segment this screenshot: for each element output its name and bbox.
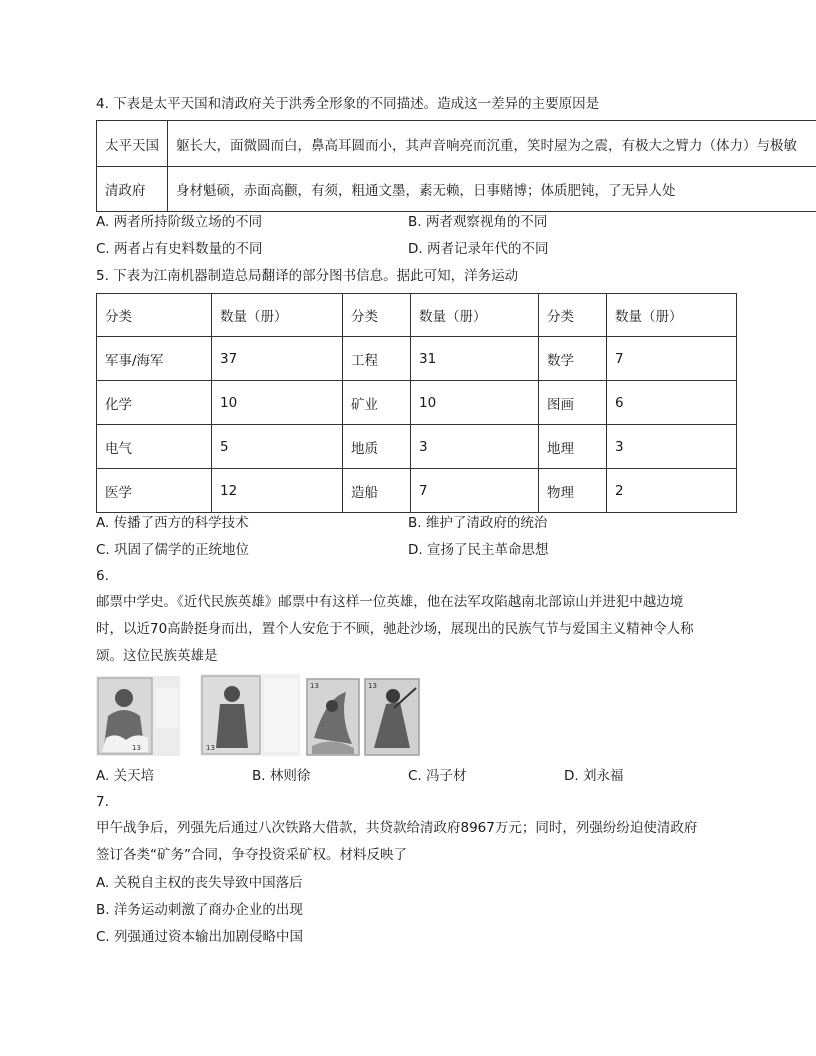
stamp-image-b <box>200 674 300 756</box>
q5-cell: 造船 <box>343 469 411 513</box>
stamp-d-figure <box>364 678 420 756</box>
stamp-b-figure <box>200 674 300 756</box>
q5-stem: 5. 下表为江南机器制造总局翻译的部分图书信息。据此可知，洋务运动 <box>96 268 519 284</box>
q5-header: 数量（册） <box>607 294 737 337</box>
table-row <box>97 337 737 381</box>
q5-table <box>96 293 737 513</box>
stamp-b-value: 13 <box>206 744 215 752</box>
q5-cell: 2 <box>607 469 737 513</box>
stamp-image-c <box>306 678 360 756</box>
q5-cell: 10 <box>212 381 343 425</box>
q5-cell: 3 <box>411 425 539 469</box>
q5-cell: 地理 <box>539 425 607 469</box>
q4-table <box>96 120 816 212</box>
q5-cell: 工程 <box>343 337 411 381</box>
stamp-d-value: 13 <box>368 682 377 690</box>
q5-cell: 数学 <box>539 337 607 381</box>
q6-line: 邮票中学史。《近代民族英雄》邮票中有这样一位英雄，他在法军攻陷越南北部谅山并进犯中越边境 <box>96 594 684 610</box>
table-header-row <box>97 294 737 337</box>
q7-option-c[interactable]: C. 列强通过资本输出加剧侵略中国 <box>96 929 304 945</box>
q5-cell: 电气 <box>97 425 212 469</box>
stamp-c-value: 13 <box>310 682 319 690</box>
q4-row-label: 清政府 <box>97 167 168 212</box>
stamp-image-a <box>96 676 180 756</box>
q4-stem: 4. 下表是太平天国和清政府关于洪秀全形象的不同描述。造成这一差异的主要原因是 <box>96 96 600 112</box>
q5-cell: 12 <box>212 469 343 513</box>
q5-cell: 军事/海军 <box>97 337 212 381</box>
q7-line: 签订各类“矿务”合同，争夺投资采矿权。材料反映了 <box>96 847 407 863</box>
q5-header: 数量（册） <box>212 294 343 337</box>
q5-cell: 7 <box>607 337 737 381</box>
q4-row-label: 太平天国 <box>97 121 168 167</box>
q7-number: 7. <box>96 794 109 810</box>
q6-option-a[interactable]: A. 关天培 <box>96 768 155 784</box>
q7-passage <box>96 815 726 869</box>
q5-option-b[interactable]: B. 维护了清政府的统治 <box>408 515 548 531</box>
q6-option-b[interactable]: B. 林则徐 <box>252 768 311 784</box>
q5-cell: 10 <box>411 381 539 425</box>
q4-option-d[interactable]: D. 两者记录年代的不同 <box>408 241 549 257</box>
table-row <box>97 167 816 212</box>
q5-header: 分类 <box>97 294 212 337</box>
q4-option-b[interactable]: B. 两者观察视角的不同 <box>408 214 548 230</box>
q5-cell: 医学 <box>97 469 212 513</box>
q5-cell: 37 <box>212 337 343 381</box>
q5-cell: 图画 <box>539 381 607 425</box>
q5-option-c[interactable]: C. 巩固了儒学的正统地位 <box>96 542 250 558</box>
stamp-c-figure <box>306 678 360 756</box>
q6-option-c[interactable]: C. 冯子材 <box>408 768 467 784</box>
q5-cell: 化学 <box>97 381 212 425</box>
stamp-a-figure <box>96 676 180 756</box>
q5-cell: 7 <box>411 469 539 513</box>
q6-line: 时，以近70高龄挺身而出，置个人安危于不顾，驰赴沙场，展现出的民族气节与爱国主义精神令人称 <box>96 621 694 637</box>
q5-option-a[interactable]: A. 传播了西方的科学技术 <box>96 515 249 531</box>
q5-cell: 物理 <box>539 469 607 513</box>
q7-line: 甲午战争后，列强先后通过八次铁路大借款，共贷款给清政府8967万元；同时，列强纷纷迫使清政府 <box>96 820 698 836</box>
stamp-image-d <box>364 678 420 756</box>
q5-cell: 3 <box>607 425 737 469</box>
q7-option-b[interactable]: B. 洋务运动刺激了商办企业的出现 <box>96 902 303 918</box>
q5-option-d[interactable]: D. 宣扬了民主革命思想 <box>408 542 549 558</box>
q5-cell: 地质 <box>343 425 411 469</box>
q5-cell: 5 <box>212 425 343 469</box>
q5-header: 数量（册） <box>411 294 539 337</box>
q5-cell: 矿业 <box>343 381 411 425</box>
table-row <box>97 425 737 469</box>
q4-row-text: 躯长大，面微圆而白，鼻高耳圆而小，其声音响亮而沉重，笑时屋为之震，有极大之臂力（体力）与极敏 <box>168 121 816 167</box>
table-row <box>97 381 737 425</box>
q6-number: 6. <box>96 568 109 584</box>
q4-option-c[interactable]: C. 两者占有史料数量的不同 <box>96 241 263 257</box>
table-row <box>97 121 816 167</box>
q6-line: 颂。这位民族英雄是 <box>96 648 218 664</box>
q7-option-a[interactable]: A. 关税自主权的丧失导致中国落后 <box>96 875 303 891</box>
q5-header: 分类 <box>343 294 411 337</box>
table-row <box>97 469 737 513</box>
q4-row-text: 身材魁硕，赤面高颧，有须，粗通文墨，素无赖，日事赌博；体质肥钝，了无异人处 <box>168 167 816 212</box>
q5-cell: 6 <box>607 381 737 425</box>
q5-header: 分类 <box>539 294 607 337</box>
q4-option-a[interactable]: A. 两者所持阶级立场的不同 <box>96 214 263 230</box>
q6-option-d[interactable]: D. 刘永福 <box>564 768 624 784</box>
stamp-a-value: 13 <box>132 744 141 752</box>
q6-passage <box>96 589 726 670</box>
q5-cell: 31 <box>411 337 539 381</box>
